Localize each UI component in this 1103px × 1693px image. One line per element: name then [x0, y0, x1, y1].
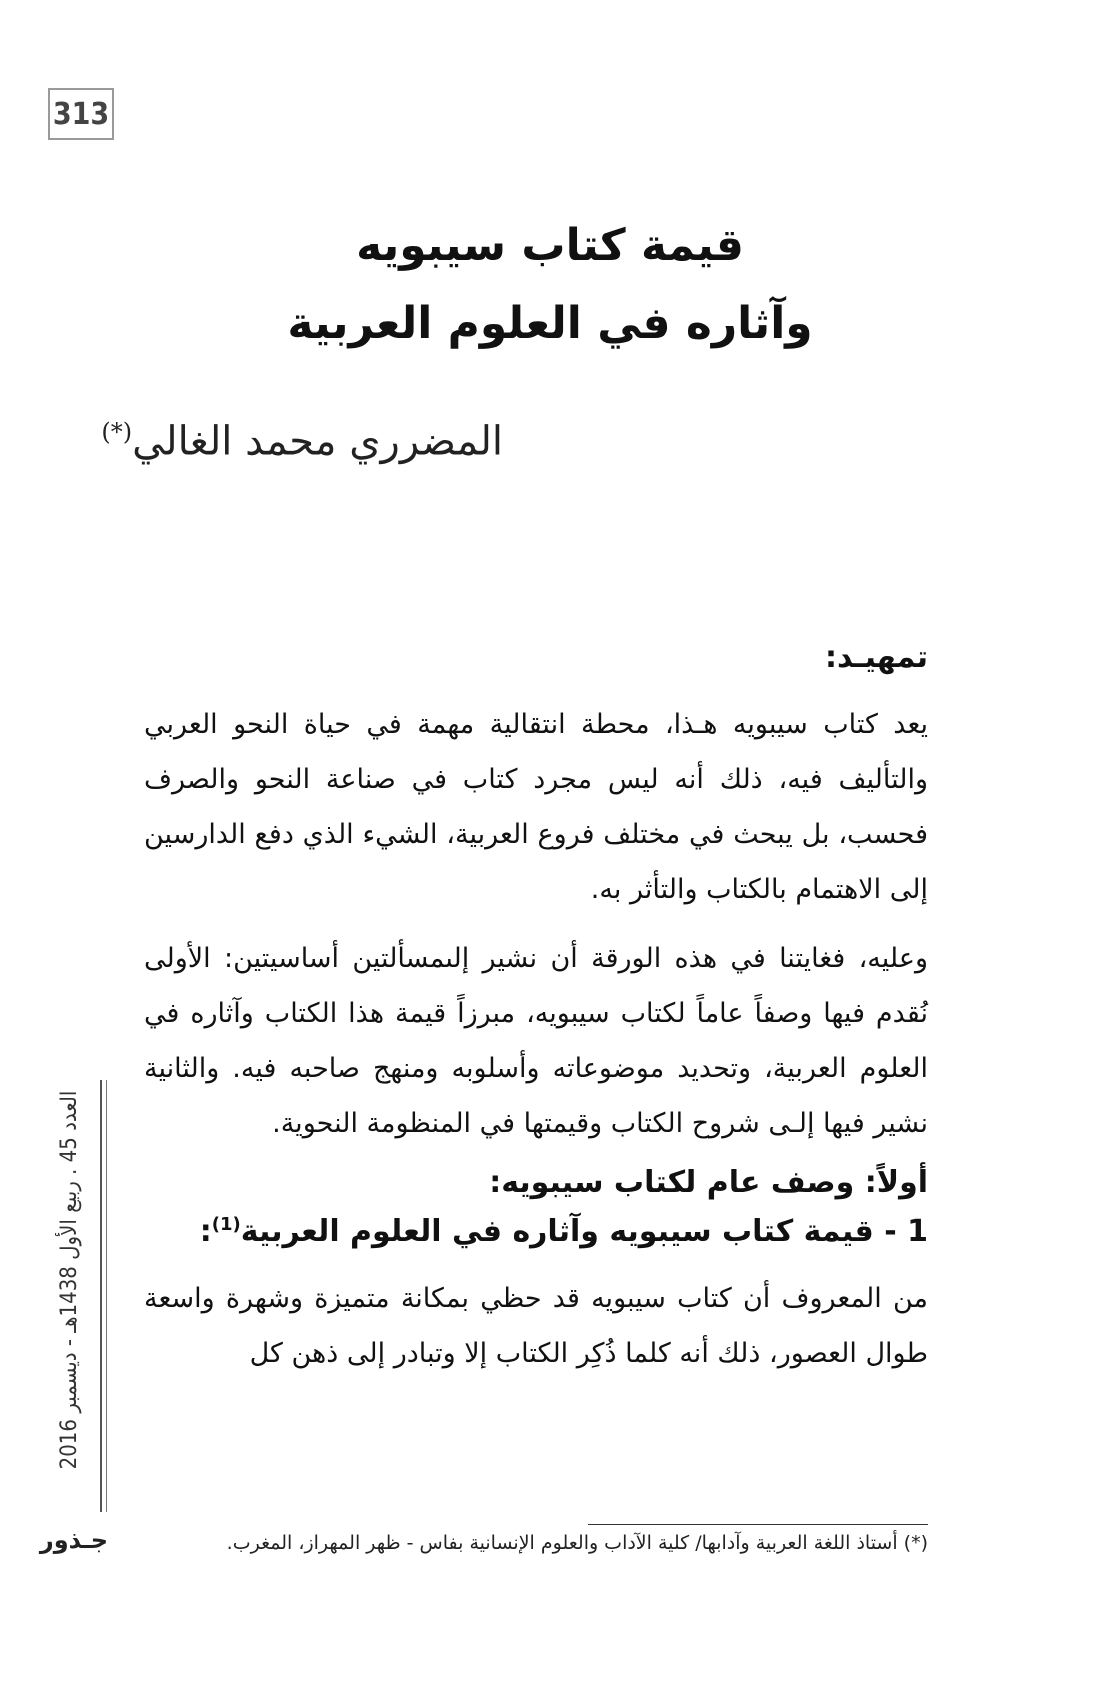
side-divider-thin	[106, 1080, 107, 1512]
author	[101, 418, 503, 464]
sub-heading-suffix: :	[199, 1214, 212, 1249]
sub-heading-ref: (1)	[211, 1214, 241, 1235]
sub-heading-text: 1 - قيمة كتاب سيبويه وآثاره في العلوم العربية	[240, 1214, 928, 1249]
paragraph-2: وعليه، فغايتنا في هذه الورقة أن نشير إلىمسألتين أساسيتين: الأولى نُقدم فيها وصفاً عاماً لكتاب سيبويه، مبرزاً قيمة هذا الكتاب وآثاره في العلوم العربية، وتحديد موضوعاته وأسلوبه ومنهج صاحبه فيه. والثانية نشير فيها إلـى شروح الكتاب وقيمتها في المنظومة النحوية.	[144, 943, 928, 1139]
paragraph-1: يعد كتاب سيبويه هـذا، محطة انتقالية مهمة في حياة النحو العربي والتأليف فيه، ذلك أنه ليس مجرد كتاب في صناعة النحو والصرف فحسب، بل يبحث في مختلف فروع العربية، الشيء الذي دفع الدارسين إلى الاهتمام بالكتاب والتأثر به.	[144, 709, 928, 905]
side-divider	[100, 1080, 102, 1512]
footnote-divider	[588, 1524, 928, 1525]
footnote: (*) أستاذ اللغة العربية وآدابها/ كلية الآداب والعلوم الإنسانية بفاس - ظهر المهراز، المغرب.	[226, 1532, 928, 1554]
journal-logo: جـذور	[39, 1526, 108, 1554]
intro-heading: تمهيـد:	[824, 640, 928, 675]
section-heading: أولاً: وصف عام لكتاب سيبويه:	[489, 1165, 928, 1200]
article-title-line-2: وآثاره في العلوم العربية	[287, 298, 813, 349]
article-title-line-1: قيمة كتاب سيبويه	[356, 220, 744, 271]
article-body	[144, 640, 928, 1395]
author-footnote-marker: (*)	[101, 418, 133, 446]
paragraph-3: من المعروف أن كتاب سيبويه قد حظي بمكانة متميزة وشهرة واسعة طوال العصور، ذلك أنه كلما ذُكِر الكتاب إلا وتبادر إلى ذهن كل	[144, 1283, 928, 1369]
author-name: المضرري محمد الغالي	[132, 418, 503, 465]
sub-heading	[144, 1214, 928, 1249]
issue-info-vertical: العدد 45 . ربيع الأول 1438هـ - ديسمبر 2016	[57, 1090, 82, 1470]
page-number: 313	[48, 88, 114, 140]
